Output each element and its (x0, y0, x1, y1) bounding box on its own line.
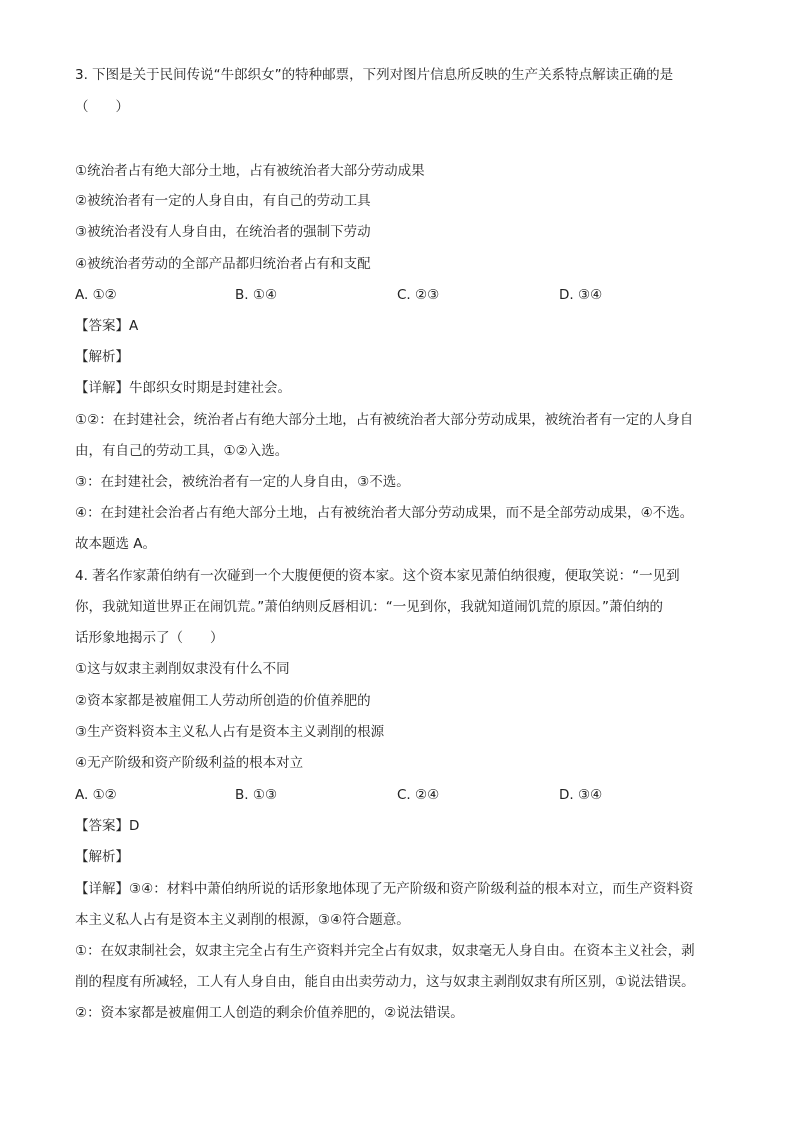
q4-stem-line: 4. 著名作家萧伯纳有一次碰到一个大腹便便的资本家。这个资本家见萧伯纳很瘦，便取笑说：“一见到 (75, 568, 680, 584)
q4-stem-line: 话形象地揭示了（ ） (75, 630, 224, 646)
q4-statement: ④无产阶级和资产阶级利益的根本对立 (75, 755, 304, 771)
q3-statement: ④被统治者劳动的全部产品都归统治者占有和支配 (75, 256, 371, 272)
q4-statement: ①这与奴隶主剥削奴隶没有什么不同 (75, 661, 290, 677)
q4-option-b: B. ①③ (235, 787, 278, 803)
q3-options (75, 286, 735, 304)
q3-detail-line: 故本题选 A。 (75, 536, 157, 552)
q3-stem-line1: 3. 下图是关于民间传说“牛郎织女”的特种邮票，下列对图片信息所反映的生产关系特点解读正确的是 (75, 67, 674, 83)
q4-detail-line: ②：资本家都是被雇佣工人创造的剩余价值养肥的，②说法错误。 (75, 1005, 464, 1021)
q4-statement: ③生产资料资本主义私人占有是资本主义剥削的根源 (75, 724, 385, 740)
q3-analysis-label: 【解析】 (75, 349, 129, 365)
q3-stem-line2: （ ） (75, 99, 129, 115)
q4-detail-line: ①：在奴隶制社会，奴隶主完全占有生产资料并完全占有奴隶，奴隶毫无人身自由。在资本主义社会，剥 (75, 943, 695, 959)
q4-detail-line: 削的程度有所减轻，工人有人身自由，能自由出卖劳动力，这与奴隶主剥削奴隶有所区别，①说法错误。 (75, 974, 695, 990)
q4-stem-line: 你，我就知道世界正在闹饥荒。”萧伯纳则反唇相讥：“一见到你，我就知道闹饥荒的原因。”萧伯纳的 (75, 599, 663, 615)
q3-option-a: A. ①② (75, 287, 117, 303)
q4-statement: ②资本家都是被雇佣工人劳动所创造的价值养肥的 (75, 693, 371, 709)
q3-option-d: D. ③④ (559, 287, 603, 303)
q3-answer: 【答案】A (75, 318, 139, 334)
q3-detail-line: ④：在封建社会治者占有绝大部分土地，占有被统治者大部分劳动成果，而不是全部劳动成果，④不选。 (75, 505, 694, 521)
q3-detail-line: ①②：在封建社会，统治者占有绝大部分土地，占有被统治者大部分劳动成果，被统治者有一定的人身自 (75, 412, 694, 428)
q4-analysis-label: 【解析】 (75, 849, 129, 865)
q3-detail-line: 【详解】牛郎织女时期是封建社会。 (75, 380, 291, 396)
q4-option-a: A. ①② (75, 787, 117, 803)
q3-option-b: B. ①④ (235, 287, 278, 303)
q3-detail-line: ③：在封建社会，被统治者有一定的人身自由，③不选。 (75, 474, 410, 490)
q4-options (75, 786, 735, 804)
q4-detail-line: 本主义私人占有是资本主义剥削的根源，③④符合题意。 (75, 912, 410, 928)
q3-statement: ②被统治者有一定的人身自由，有自己的劳动工具 (75, 193, 371, 209)
q4-option-d: D. ③④ (559, 787, 603, 803)
q4-answer: 【答案】D (75, 818, 140, 834)
q3-detail-line: 由，有自己的劳动工具，①②入选。 (75, 443, 289, 459)
q4-detail-line: 【详解】③④：材料中萧伯纳所说的话形象地体现了无产阶级和资产阶级利益的根本对立，而生产资料资 (75, 881, 694, 897)
q3-statement: ③被统治者没有人身自由，在统治者的强制下劳动 (75, 224, 371, 240)
q3-option-c: C. ②③ (397, 287, 440, 303)
q4-option-c: C. ②④ (397, 787, 440, 803)
q3-statement: ①统治者占有绝大部分土地，占有被统治者大部分劳动成果 (75, 163, 425, 179)
